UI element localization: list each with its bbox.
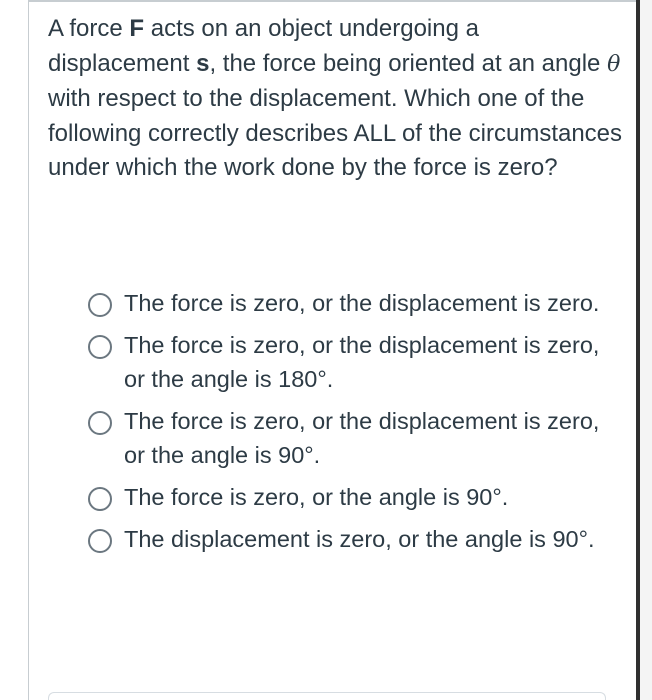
angle-symbol: θ <box>607 51 621 77</box>
right-scroll-area <box>640 0 652 700</box>
answer-option-1[interactable] <box>86 286 606 320</box>
radio-button-icon[interactable] <box>88 335 112 359</box>
radio-button-icon[interactable] <box>88 529 112 553</box>
question-part-1: A force <box>48 15 130 42</box>
answer-label: The displacement is zero, or the angle is 90°. <box>124 526 595 552</box>
answer-label: The force is zero, or the displacement is zero, or the angle is 90°. <box>124 408 600 468</box>
radio-button-icon[interactable] <box>88 293 112 317</box>
answer-label: The force is zero, or the angle is 90°. <box>124 484 509 510</box>
answer-list <box>86 286 606 556</box>
question-text <box>48 12 623 186</box>
left-border <box>28 0 29 700</box>
force-symbol: F <box>129 15 145 42</box>
answer-option-3[interactable] <box>86 404 606 472</box>
question-part-3: , the force being oriented at an angle <box>209 49 608 77</box>
answer-label: The force is zero, or the displacement is zero, or the angle is 180°. <box>124 332 600 392</box>
displacement-symbol: s <box>196 49 210 77</box>
top-border <box>28 0 640 2</box>
question-part-2: acts on an object undergoing a displacement <box>48 15 479 77</box>
next-card-edge <box>48 692 606 700</box>
answer-option-4[interactable] <box>86 480 606 514</box>
answer-option-5[interactable] <box>86 522 606 556</box>
answer-label: The force is zero, or the displacement is zero. <box>124 290 600 316</box>
answer-option-2[interactable] <box>86 328 606 396</box>
radio-button-icon[interactable] <box>88 411 112 435</box>
question-part-4: with respect to the displacement. Which one of the following correctly describes ALL of the circumstances under which the work done by the force is zero? <box>48 85 623 182</box>
radio-button-icon[interactable] <box>88 487 112 511</box>
